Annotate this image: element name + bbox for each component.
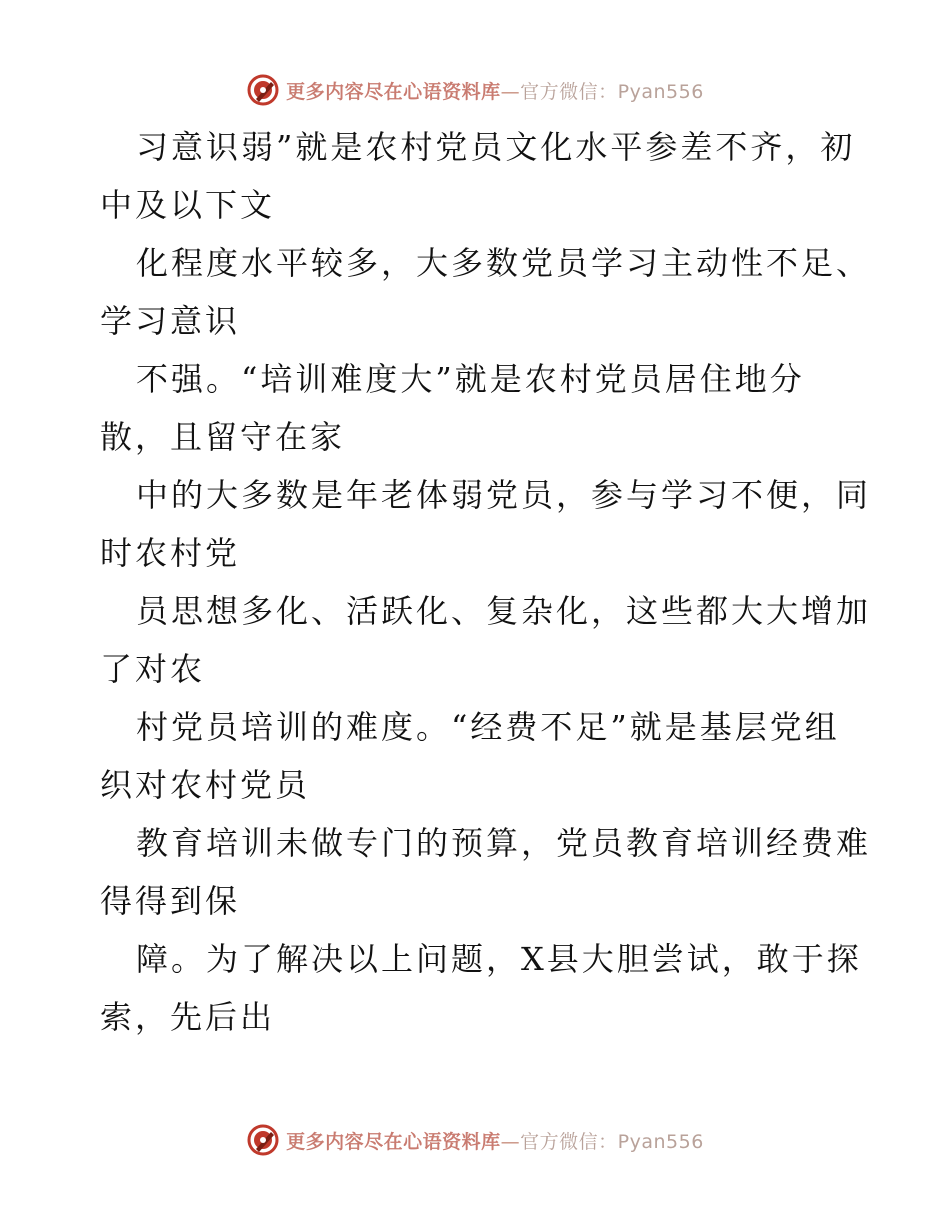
- watermark-main-text: 更多内容尽在心语资料库: [286, 80, 501, 103]
- text-line: 散，且留守在家: [100, 418, 346, 456]
- text-line: 中的大多数是年老体弱党员，参与学习不便，同: [136, 476, 872, 514]
- text-line: 时农村党: [100, 534, 241, 572]
- text-line: 习意识弱”就是农村党员文化水平参差不齐，初: [136, 128, 856, 166]
- text-line: 中及以下文: [100, 186, 276, 224]
- watermark-dash: —: [500, 80, 521, 103]
- pen-seal-logo-icon: [246, 73, 280, 107]
- document-body: [100, 118, 872, 1046]
- watermark-main-text: 更多内容尽在心语资料库: [286, 1130, 501, 1153]
- watermark-wechat-text: 官方微信：Pyan556: [520, 80, 704, 103]
- text-line: 障。为了解决以上问题，X县大胆尝试，敢于探: [136, 940, 862, 978]
- text-line: 村党员培训的难度。“经费不足”就是基层党组: [136, 708, 840, 746]
- watermark-wechat-text: 官方微信：Pyan556: [520, 1130, 704, 1153]
- text-line: 不强。“培训难度大”就是农村党员居住地分: [136, 360, 805, 398]
- text-line: 化程度水平较多，大多数党员学习主动性不足、: [136, 244, 872, 282]
- pen-seal-logo-icon: [246, 1123, 280, 1157]
- text-line: 织对农村党员: [100, 766, 311, 804]
- text-line: 得得到保: [100, 882, 241, 920]
- text-line: 了对农: [100, 650, 206, 688]
- text-line: 员思想多化、活跃化、复杂化，这些都大大增加: [136, 592, 872, 630]
- watermark-dash: —: [500, 1130, 521, 1153]
- text-line: 教育培训未做专门的预算，党员教育培训经费难: [136, 824, 872, 862]
- footer-watermark: [0, 1120, 950, 1160]
- watermark-text: [286, 1127, 704, 1154]
- header-watermark: [0, 70, 950, 110]
- text-line: 索，先后出: [100, 998, 276, 1036]
- watermark-text: [286, 77, 704, 104]
- text-line: 学习意识: [100, 302, 241, 340]
